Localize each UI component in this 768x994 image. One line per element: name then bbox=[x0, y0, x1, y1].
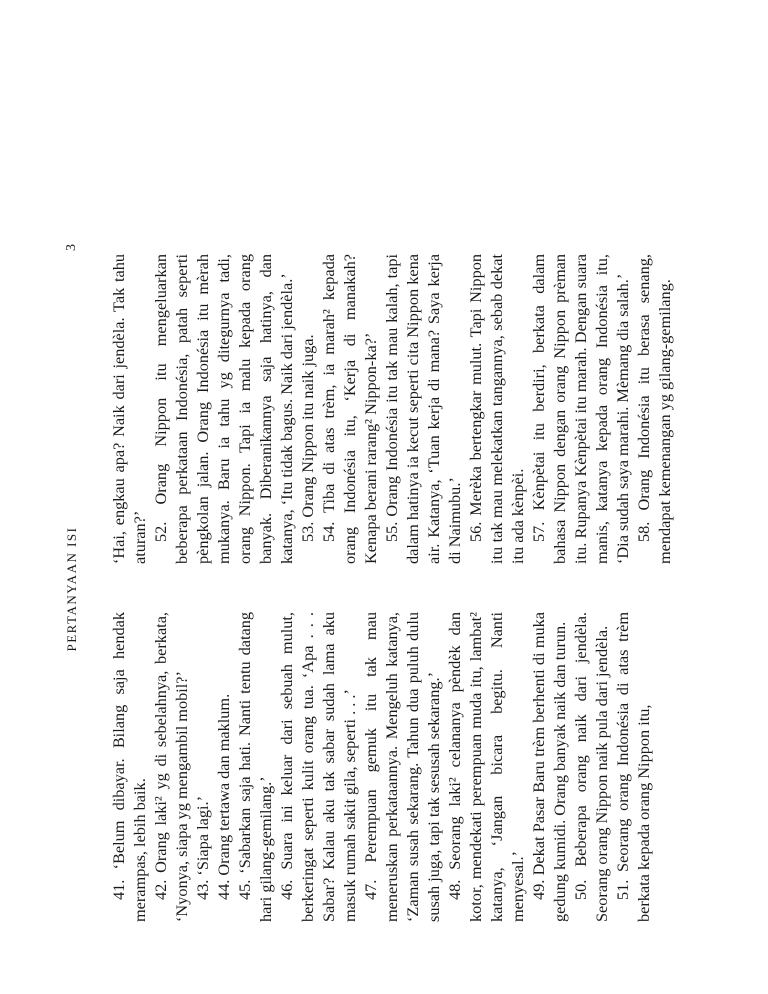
paragraph: 58. Orang Indonésia itu berasa senang, mendapat kemenangan yg gilang-gemilang. bbox=[634, 254, 674, 564]
paragraph: 47. Perempuan gemuk itu tak mau meneruskan perkataannya. Mengeluh katanya, ‘Zaman susah sekarang. Tahun dua puluh dulu susah juga, tapi tak sesusah sekarang.’ bbox=[361, 612, 443, 922]
paragraph: 44. Orang tertawa dan maklum. bbox=[214, 693, 233, 900]
page-header bbox=[64, 244, 88, 934]
paragraph: 57. Kènpètai itu berdiri, berkata dalam bahasa Nippon dengan orang Nippon prèman itu. Rupanya Kènpètai itu marah. Dengan suara manis, katanya kepada orang Indonésia itu, ‘Dia sudah saya marahi. Mèmang dia salah.’ bbox=[529, 254, 632, 564]
paragraph: 54. Tiba di atas trèm, ia marah² kepada orang Indonésia itu, ‘Kerja di manakah? Kenapa berani rarang² Nippon-ka?’ bbox=[319, 254, 380, 564]
paragraph: ‘Hai, engkau apa? Naik dari jendèla. Tak tahu aturan?’ bbox=[109, 254, 149, 564]
paragraph: 43. ‘Siapa lagi.’ bbox=[193, 796, 212, 900]
paragraph: 50. Beberapa orang naik dari jendèla. Seorang orang Nippon naik pula dari jendèla. bbox=[571, 612, 611, 922]
paragraph: 52. Orang Nippon itu mengeluarkan beberapa perkataan Indonésia, patah seperti pèngkolan jalan. Orang Indonésia itu mèrah mukanya. Baru ia tahu yg ditegurnya tadi, orang Nippon. Tapi ia malu kepada orang banyak. Diberanikannya saja hatinya, dan katanya, ‘Itu tidak bagus. Naik dari jendèla.’ bbox=[151, 254, 296, 564]
paragraph: 45. ‘Sabarkan saja hati. Nanti tentu datang hari gilang-gemilang.’ bbox=[235, 612, 275, 922]
paragraph: 42. Orang laki² yg di sebelahnya, berkata, ‘Nyonya, siapa yg mengambil mobil?’ bbox=[151, 612, 191, 922]
right-column bbox=[108, 254, 675, 564]
paragraph: 41. ‘Belum dibayar. Bilang saja hendak merampas, lebih baik. bbox=[109, 612, 149, 922]
paragraph: 49. Dekat Pasar Baru trèm berhenti di muka gedung kumidi. Orang banyak naik dan turun. bbox=[529, 612, 569, 922]
paragraph: 46. Suara ini keluar dari sebuah mulut, berkeringat seperti kulit orang tua. ‘Apa . . . Sabar? Kalau aku tak sabar sudah lama aku masuk rumah sakit gila, seperti . . .’ bbox=[277, 612, 359, 922]
paragraph: 56. Merèka bertengkar mulut. Tapi Nippon itu tak mau melekatkan tangannya, sebab dekat itu ada kènpèi. bbox=[466, 254, 527, 564]
left-column bbox=[108, 612, 654, 922]
page-number: 3 bbox=[64, 244, 79, 251]
paragraph: 55. Orang Indonésia itu tak mau kalah, tapi dalam hatinya ia kecut seperti cita Nippon kena air. Katanya, ‘Tuan kerja di mana? Saya kerja di Naimubu.’ bbox=[382, 254, 464, 564]
paragraph: 51. Seorang orang Indonésia di atas trèm berkata kepada orang Nippon itu, bbox=[613, 612, 653, 922]
paragraph: 53. Orang Nippon itu naik juga. bbox=[298, 334, 317, 542]
paragraph: 48. Seorang laki² celananya pèndèk dan kotor, mendekati perempuan muda itu, lambat² katanya, ‘Jangan bicara begitu. Nanti menyesal.’ bbox=[445, 612, 527, 922]
running-title: PERTANYAAN ISI bbox=[64, 526, 79, 652]
